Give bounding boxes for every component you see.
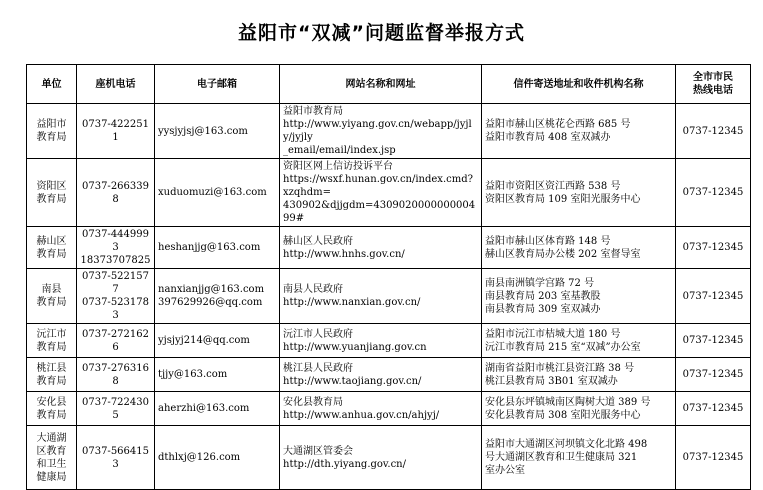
page-title: 益阳市“双减”问题监督举报方式 [238, 22, 525, 44]
cell-phone [77, 324, 155, 358]
cell-unit [27, 227, 77, 269]
header-phone: 座机电话 [77, 65, 155, 104]
cell-website [280, 104, 482, 159]
header-email: 电子邮箱 [155, 65, 280, 104]
cell-website [280, 392, 482, 426]
cell-website-line: http://www.taojiang.gov.cn/ [283, 375, 422, 387]
cell-website-line: 安化县教育局 [283, 396, 343, 408]
cell-mail-address-line: 资阳区教育局 109 室阳光服务中心 [485, 193, 641, 205]
cell-email [155, 426, 280, 490]
cell-website-line: https://wsxf.hunan.gov.cn/index.cmd?xzqhdm= [283, 174, 473, 198]
cell-website [280, 324, 482, 358]
cell-hotline: 0737-12345 [676, 269, 751, 324]
cell-mail-address [482, 324, 676, 358]
cell-phone [77, 104, 155, 159]
cell-website [280, 269, 482, 324]
cell-website-line: http://dth.yiyang.gov.cn/ [283, 458, 406, 470]
cell-unit-line: 教育局 [36, 409, 67, 421]
cell-email-line: nanxianjjg@163.com [158, 284, 265, 295]
cell-mail-address-line: 号大通湖区教育和卫生健康局 321 [485, 452, 638, 463]
supervision-table [26, 64, 751, 490]
cell-website [280, 426, 482, 490]
cell-phone [77, 358, 155, 392]
cell-unit [27, 324, 77, 358]
cell-email [155, 392, 280, 426]
cell-email-line: yysjyjsj@163.com [158, 125, 248, 137]
cell-mail-address [482, 426, 676, 490]
cell-unit-line: 教育局 [36, 132, 67, 143]
cell-mail-address-line: 益阳市大通湖区河坝镇文化北路 498 [485, 439, 648, 450]
cell-website-line: 430902&djjgdm=430902000000000499# [283, 200, 476, 224]
cell-phone-line: 0737-5664153 [81, 445, 149, 470]
cell-unit-line: 大通湖 [36, 432, 67, 444]
cell-email [155, 324, 280, 358]
cell-website [280, 227, 482, 269]
table-row [27, 426, 751, 490]
cell-unit [27, 392, 77, 426]
cell-unit-line: 桃江县 [36, 362, 67, 374]
cell-website [280, 358, 482, 392]
cell-unit-line: 资阳区 [36, 180, 67, 192]
cell-unit-line: 区教育 [36, 445, 67, 457]
cell-phone-line: 0737-4449993 [81, 229, 149, 253]
cell-hotline: 0737-12345 [676, 159, 751, 227]
cell-email-line: aherzhi@163.com [158, 403, 250, 414]
table-row [27, 324, 751, 358]
cell-phone [77, 269, 155, 324]
cell-phone [77, 159, 155, 227]
cell-unit [27, 269, 77, 324]
cell-mail-address-line: 南县教育局 203 室基教股 [485, 290, 601, 302]
cell-unit-line: 益阳市 [36, 119, 67, 130]
cell-website-line: http://www.anhua.gov.cn/ahjyj/ [283, 409, 440, 421]
cell-hotline: 0737-12345 [676, 227, 751, 269]
cell-mail-address [482, 269, 676, 324]
cell-unit-line: 教育局 [36, 297, 67, 308]
cell-unit-line: 健康局 [36, 471, 67, 483]
cell-unit [27, 104, 77, 159]
header-unit: 单位 [27, 65, 77, 104]
cell-phone-line: 18373707825 [80, 255, 151, 266]
table-row [27, 159, 751, 227]
cell-mail-address-line: 益阳市赫山区体育路 148 号 [485, 235, 611, 247]
cell-unit-line: 南县 [41, 284, 62, 295]
cell-mail-address-line: 南县南洲镇学宫路 72 号 [485, 277, 595, 289]
cell-unit-line: 教育局 [36, 248, 67, 260]
cell-website-line: 大通湖区管委会 [283, 445, 353, 457]
cell-mail-address-line: 安化县教育局 308 室阳光服务中心 [485, 409, 641, 421]
cell-unit-line: 和卫生 [36, 458, 67, 470]
cell-unit [27, 426, 77, 490]
cell-phone-line: 0737-5231783 [81, 297, 149, 321]
cell-email [155, 159, 280, 227]
cell-unit-line: 安化县 [36, 396, 67, 408]
cell-mail-address [482, 104, 676, 159]
header-hotline-line: 全市市民 [693, 72, 733, 83]
cell-hotline: 0737-12345 [676, 358, 751, 392]
cell-website-line: 沅江市人民政府 [283, 328, 353, 340]
cell-website-line: http://www.yuanjiang.gov.cn [283, 341, 427, 353]
cell-phone [77, 392, 155, 426]
cell-email [155, 227, 280, 269]
cell-email [155, 269, 280, 324]
cell-unit-line: 沅江市 [36, 328, 67, 340]
cell-phone-line: 0737-4222511 [81, 119, 149, 143]
cell-website-line: 益阳市教育局 [283, 106, 343, 117]
cell-phone-line: 0737-2663398 [81, 180, 149, 205]
cell-email-line: 397629926@qq.com [158, 297, 263, 308]
cell-mail-address-line: 益阳市沅江市桔城大道 180 号 [485, 328, 621, 340]
cell-mail-address-line: 益阳市赫山区桃花仑西路 685 号 [485, 119, 631, 130]
cell-email-line: yjsjyj214@qq.com [158, 335, 250, 346]
header-website: 网站名称和网址 [280, 65, 482, 104]
cell-website-line: 赫山区人民政府 [283, 235, 353, 247]
header-hotline [676, 65, 751, 104]
cell-mail-address-line: 南县教育局 309 室双减办 [485, 303, 601, 315]
cell-hotline: 0737-12345 [676, 324, 751, 358]
table-header-row [27, 65, 751, 104]
table-row [27, 227, 751, 269]
cell-website-line: http://www.hnhs.gov.cn/ [283, 248, 405, 260]
table-row [27, 269, 751, 324]
cell-phone [77, 426, 155, 490]
cell-mail-address-line: 湖南省益阳市桃江县资江路 38 号 [485, 362, 635, 374]
cell-email-line: dthlxj@126.com [158, 452, 241, 463]
cell-email [155, 104, 280, 159]
cell-phone-line: 0737-2763168 [81, 362, 149, 387]
cell-mail-address [482, 159, 676, 227]
cell-hotline: 0737-12345 [676, 392, 751, 426]
cell-website-line: 桃江县人民政府 [283, 362, 353, 374]
cell-unit [27, 159, 77, 227]
cell-unit-line: 赫山区 [36, 235, 67, 247]
cell-website-line: _email/email/index.jsp [283, 145, 396, 156]
header-mail-address: 信件寄送地址和收件机构名称 [482, 65, 676, 104]
cell-mail-address [482, 358, 676, 392]
cell-unit-line: 教育局 [36, 375, 67, 387]
cell-mail-address-line: 沅江市教育局 215 室“双减”办公室 [485, 341, 641, 353]
cell-website-line: http://www.yiyang.gov.cn/webapp/jyjly/jyjly [283, 119, 472, 143]
cell-unit-line: 教育局 [36, 341, 67, 353]
cell-mail-address-line: 桃江县教育局 3B01 室双减办 [485, 375, 618, 387]
cell-website-line: http://www.nanxian.gov.cn/ [283, 297, 421, 308]
cell-email-line: xuduomuzi@163.com [158, 187, 267, 198]
cell-email-line: tjjy@163.com [158, 369, 228, 380]
table-row [27, 104, 751, 159]
cell-unit-line: 教育局 [36, 193, 67, 205]
cell-email [155, 358, 280, 392]
cell-mail-address-line: 益阳市资阳区资江西路 538 号 [485, 180, 621, 192]
cell-mail-address-line: 安化县东坪镇城南区陶树大道 389 号 [485, 396, 651, 408]
cell-website [280, 159, 482, 227]
cell-phone-line: 0737-7224305 [81, 396, 149, 421]
cell-website-line: 资阳区网上信访投诉平台 [283, 161, 393, 172]
cell-email-line: heshanjjg@163.com [158, 242, 261, 253]
cell-phone-line: 0737-5221577 [81, 271, 149, 295]
cell-hotline: 0737-12345 [676, 426, 751, 490]
cell-mail-address [482, 392, 676, 426]
cell-mail-address-line: 赫山区教育局办公楼 202 室督导室 [485, 248, 641, 260]
cell-mail-address-line: 益阳市教育局 408 室双减办 [485, 132, 611, 143]
cell-mail-address-line: 室办公室 [485, 465, 525, 476]
cell-mail-address [482, 227, 676, 269]
header-hotline-line: 热线电话 [693, 85, 733, 96]
cell-hotline: 0737-12345 [676, 104, 751, 159]
table-row [27, 392, 751, 426]
cell-phone [77, 227, 155, 269]
cell-website-line: 南县人民政府 [283, 284, 343, 295]
cell-phone-line: 0737-2721626 [81, 328, 149, 353]
table-row [27, 358, 751, 392]
cell-unit [27, 358, 77, 392]
